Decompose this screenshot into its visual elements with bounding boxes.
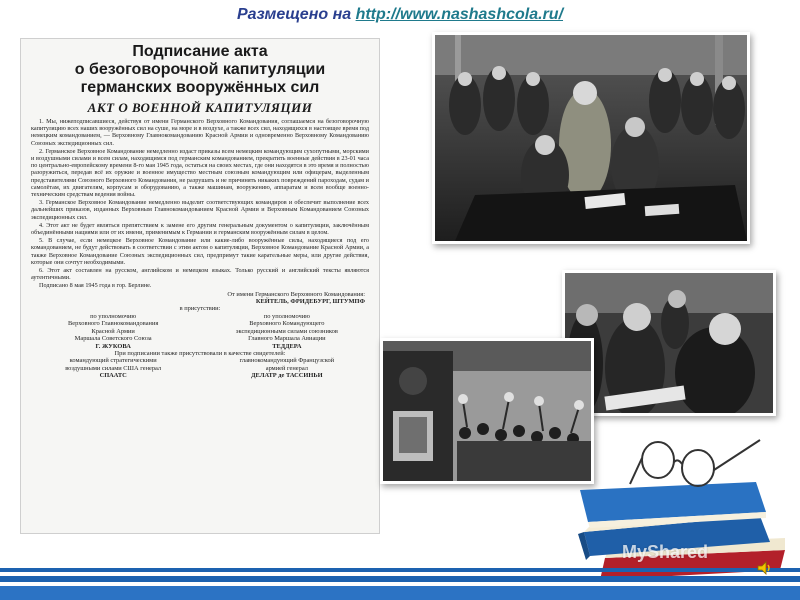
header-link[interactable]: http://www.nashashcola.ru/ xyxy=(355,6,564,23)
authority-line: Верховного Главнокомандования xyxy=(68,320,159,328)
myshared-watermark: MyShared xyxy=(622,542,709,562)
witness-name: СПААТС xyxy=(99,372,127,380)
officers-signing-photo xyxy=(562,270,776,416)
german-command-label: От имени Германского Верховного Командования: xyxy=(227,290,365,298)
document-title-line: германских вооружённых сил xyxy=(80,79,320,96)
signer-name: ТЕДДЕРА xyxy=(272,342,302,350)
document-body xyxy=(21,118,379,290)
authority-label: по уполномочию xyxy=(263,312,310,320)
header-prefix: Размещено на xyxy=(236,6,356,23)
authority-label: по уполномочию xyxy=(90,312,137,320)
victory-crowd-image xyxy=(383,341,591,481)
authority-line: Маршала Советского Союза xyxy=(74,335,152,343)
witness-line: воздушными силами США генерал xyxy=(65,364,162,372)
soviet-signature-block xyxy=(33,313,193,350)
footer-bar xyxy=(0,586,800,600)
usa-witness-block xyxy=(33,357,193,379)
footer-bars xyxy=(0,564,800,600)
document-paragraph: 5. В случае, если немецкое Верховное Командование или какие-либо вооружённые силы, находящиеся под его командованием, не будут действовать в соответствии с этим актом о капитуляции, Верховное Командование Красной Армии, а также Верховное Командование Союзных экспедиционных сил, предпримут такие карательные меры, или другие действия, которые они сочтут необходимыми. xyxy=(31,237,369,266)
signer-name: Г. ЖУКОВА xyxy=(95,342,131,350)
document-signed-place: Подписано 8 мая 1945 года в гор. Берлине. xyxy=(39,282,152,290)
victory-crowd-photo xyxy=(380,338,594,484)
signing-ceremony-image xyxy=(435,35,747,241)
document-title-line: о безоговорочной капитуляции xyxy=(74,61,326,78)
witness-intro: При подписании также присутствовали в качестве свидетелей: xyxy=(114,349,286,357)
document-title xyxy=(21,43,379,97)
speaker-icon[interactable] xyxy=(756,560,772,576)
footer-bar xyxy=(0,576,800,582)
allied-signature-block xyxy=(207,313,367,350)
witness-line: командующий стратегическими xyxy=(69,357,157,365)
witness-line: главнокомандующий Французской xyxy=(239,357,335,365)
document-paragraph: 1. Мы, нижеподписавшиеся, действуя от имени Германского Верховного Командования, соглашаемся на безоговорочную капитуляцию всех наших вооружённых сил на суше, на море и в воздухе, а также всех сил, находящихся в настоящее время под немецким командованием, — Верховному Главнокомандованию Красной Армии и одновременно Верховному Командованию Союзных экспедиционных сил. xyxy=(31,118,369,147)
page-header xyxy=(0,6,800,24)
france-witness-block xyxy=(207,357,367,379)
authority-line: Красной Армии xyxy=(91,327,135,335)
authority-line: Верховного Командующего xyxy=(249,320,325,328)
officers-signing-image xyxy=(565,273,773,413)
document-paragraph: 2. Германское Верховное Командование немедленно издаст приказы всем немецким командующим сухопутными, морскими и воздушными силами и всем силам, находящимся под германским командованием, прекратить военные действия в 23-01 часа по центрально-европейскому времени 8-го мая 1945 года, остаться на своих местах, где они находятся в это время и полностью разоружиться, передав всё их оружие и военное имущество местным союзным командующим или офицерам, выделенным представителями Союзного Верховного Командования, не разрушать и не причинять никаких повреждений пароходам, судам и самолётам, их двигателям, корпусам и оборудованию, а также машинам, вооружению, аппаратам и всем вообще военно-техническим средствам ведения войны. xyxy=(31,147,369,199)
document-paragraph: 4. Этот акт не будет являться препятствием к замене его другим генеральным документом о капитуляции, заключённым объединёнными нациями или от их имени, применимым к Германии и германским вооружённым силам в целом. xyxy=(31,221,369,237)
authority-line: экспедиционными силами союзников xyxy=(235,327,338,335)
authority-line: Главного Маршала Авиации xyxy=(248,335,326,343)
capitulation-document xyxy=(20,38,380,534)
document-title-line: Подписание акта xyxy=(132,43,268,60)
presence-label: в присутствии: xyxy=(179,305,221,313)
document-subtitle: АКТ О ВОЕННОЙ КАПИТУЛЯЦИИ xyxy=(87,100,313,115)
witness-line: армией генерал xyxy=(265,364,308,372)
witness-name: ДЕЛАТР де ТАССИНЬИ xyxy=(251,372,323,380)
signing-ceremony-photo xyxy=(432,32,750,244)
allied-signatures xyxy=(21,313,379,350)
glasses-icon xyxy=(630,440,760,486)
german-signers: КЕЙТЕЛЬ, ФРИДЕБУРГ, ШТУМПФ xyxy=(255,298,365,306)
document-paragraph: 6. Этот акт составлен на русском, английском и немецком языках. Только русский и английский тексты являются аутентичными. xyxy=(31,267,369,282)
footer-bar xyxy=(0,568,800,572)
witness-signatures xyxy=(21,357,379,379)
document-paragraph: 3. Германское Верховное Командование немедленно выделит соответствующих командиров и обеспечит выполнение всех дальнейших приказов, изданных Верховным Главнокомандованием Красной Армии и Верховным Командованием Союзных экспедиционных сил. xyxy=(31,199,369,221)
